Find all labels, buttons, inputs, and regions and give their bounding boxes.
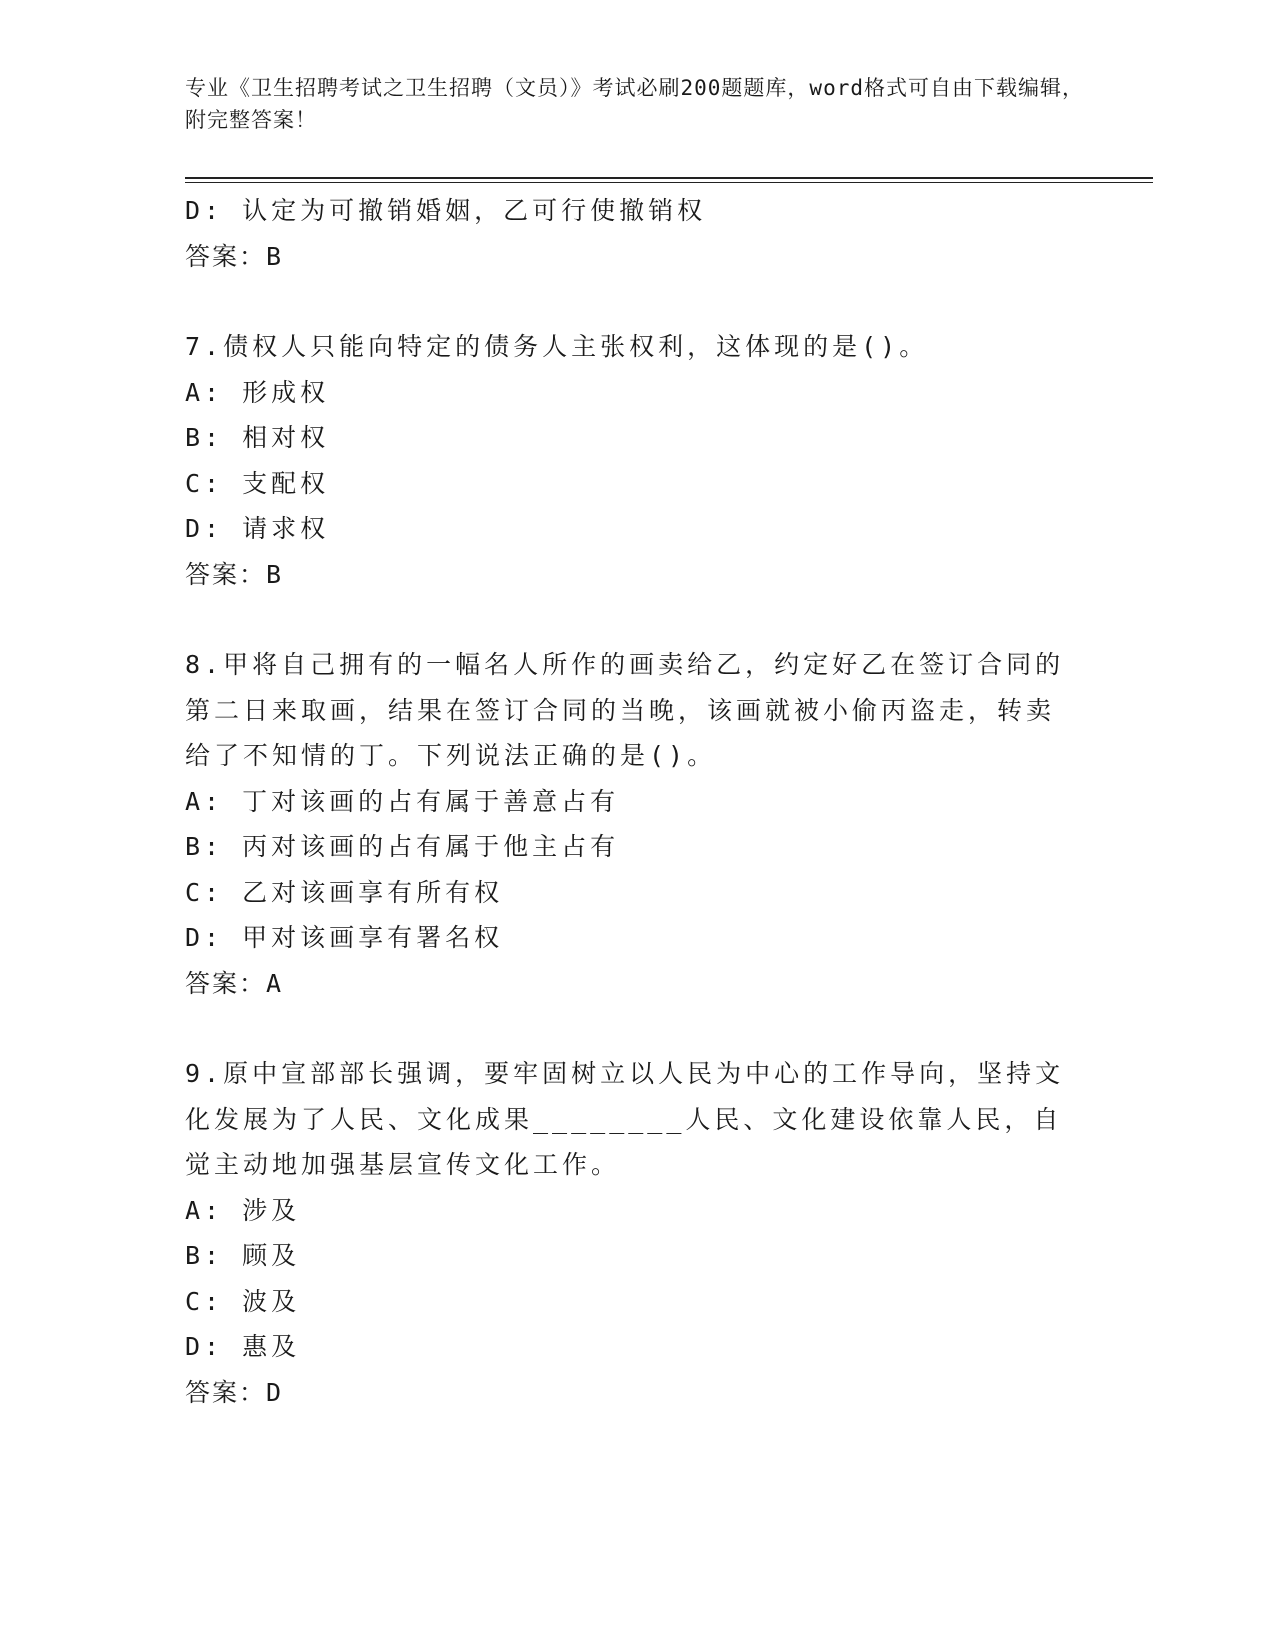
answer: 答案：A [185,968,284,998]
option-b: B: 相对权 [185,423,330,452]
header-divider-thick [185,177,1153,179]
question-list [185,188,1065,1415]
option-c: C: 波及 [185,1286,301,1316]
document-header: 专业《卫生招聘考试之卫生招聘（文员）》考试必刷200题题库，word格式可自由下载编辑，附完整答案！ [185,76,1084,132]
question-9 [185,1051,1065,1415]
header-divider-thin [185,182,1153,183]
option-d: D: 甲对该画享有署名权 [185,923,504,952]
option-c: C: 支配权 [185,468,330,498]
question-stem: 8.甲将自己拥有的一幅名人所作的画卖给乙，约定好乙在签订合同的第二日来取画，结果在签订合同的当晚，该画就被小偷丙盗走，转卖给了不知情的丁。下列说法正确的是()。 [185,650,1065,770]
question-stem: 9.原中宣部部长强调，要牢固树立以人民为中心的工作导向，坚持文化发展为了人民、文化成果________人民、文化建设依靠人民，自觉主动地加强基层宣传文化工作。 [185,1059,1065,1179]
option-d: D: 惠及 [185,1332,301,1361]
previous-question-tail [185,188,1065,279]
option-a: A: 丁对该画的占有属于善意占有 [185,786,620,816]
answer: 答案：B [185,241,284,271]
option-b: B: 顾及 [185,1241,301,1270]
option-a: A: 形成权 [185,377,330,407]
answer: 答案：B [185,559,284,589]
option-d: D: 认定为可撤销婚姻，乙可行使撤销权 [185,196,707,225]
question-stem: 7.债权人只能向特定的债务人主张权利，这体现的是()。 [185,332,929,361]
option-c: C: 乙对该画享有所有权 [185,877,504,907]
answer: 答案：D [185,1377,284,1407]
question-8 [185,642,1065,1006]
question-7 [185,324,1065,597]
option-a: A: 涉及 [185,1195,301,1225]
option-d: D: 请求权 [185,514,330,543]
option-b: B: 丙对该画的占有属于他主占有 [185,832,620,861]
